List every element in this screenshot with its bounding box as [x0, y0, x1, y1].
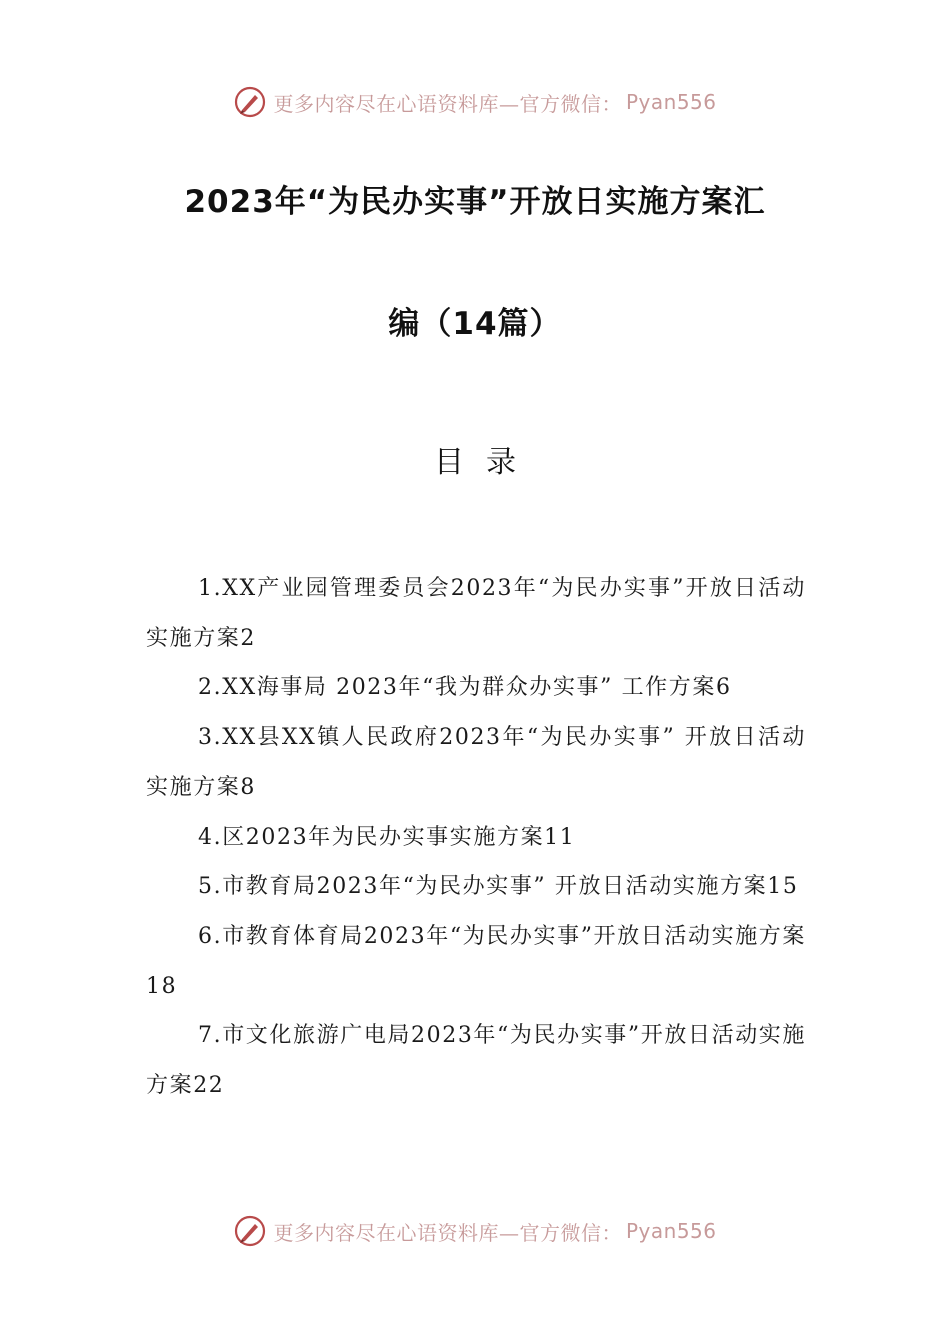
toc-item[interactable]: 3.XX县XX镇人民政府2023年“为民办实事” 开放日活动实施方案8	[146, 725, 806, 800]
pen-logo-icon	[233, 85, 267, 119]
toc-item[interactable]: 1.XX产业园管理委员会2023年“为民办实事”开放日活动实施方案2	[146, 576, 806, 651]
watermark-wechat-id: Pyan556	[625, 90, 717, 114]
watermark-text: 更多内容尽在心语资料库—官方微信：	[273, 91, 622, 116]
toc-item[interactable]: 2.XX海事局 2023年“我为群众办实事” 工作方案6	[198, 675, 732, 701]
table-of-contents	[146, 564, 806, 1111]
watermark-header	[0, 82, 950, 122]
toc-item[interactable]: 6.市教育体育局2023年“为民办实事”开放日活动实施方案18	[146, 923, 806, 999]
watermark-wechat-id: Pyan556	[625, 1219, 717, 1243]
watermark-footer	[0, 1211, 950, 1251]
toc-item[interactable]: 7.市文化旅游广电局2023年“为民办实事”开放日活动实施方案22	[146, 1023, 806, 1099]
watermark-text: 更多内容尽在心语资料库—官方微信：	[273, 1220, 622, 1245]
toc-heading: 目录	[434, 445, 538, 480]
document-title-line2: 编（14篇）	[388, 306, 562, 342]
pen-logo-icon	[233, 1214, 267, 1248]
toc-item[interactable]: 4.区2023年为民办实事实施方案11	[198, 824, 576, 850]
toc-item[interactable]: 5.市教育局2023年“为民办实事” 开放日活动实施方案15	[198, 874, 799, 900]
document-title-line1: 2023年“为民办实事”开放日实施方案汇	[184, 184, 766, 220]
